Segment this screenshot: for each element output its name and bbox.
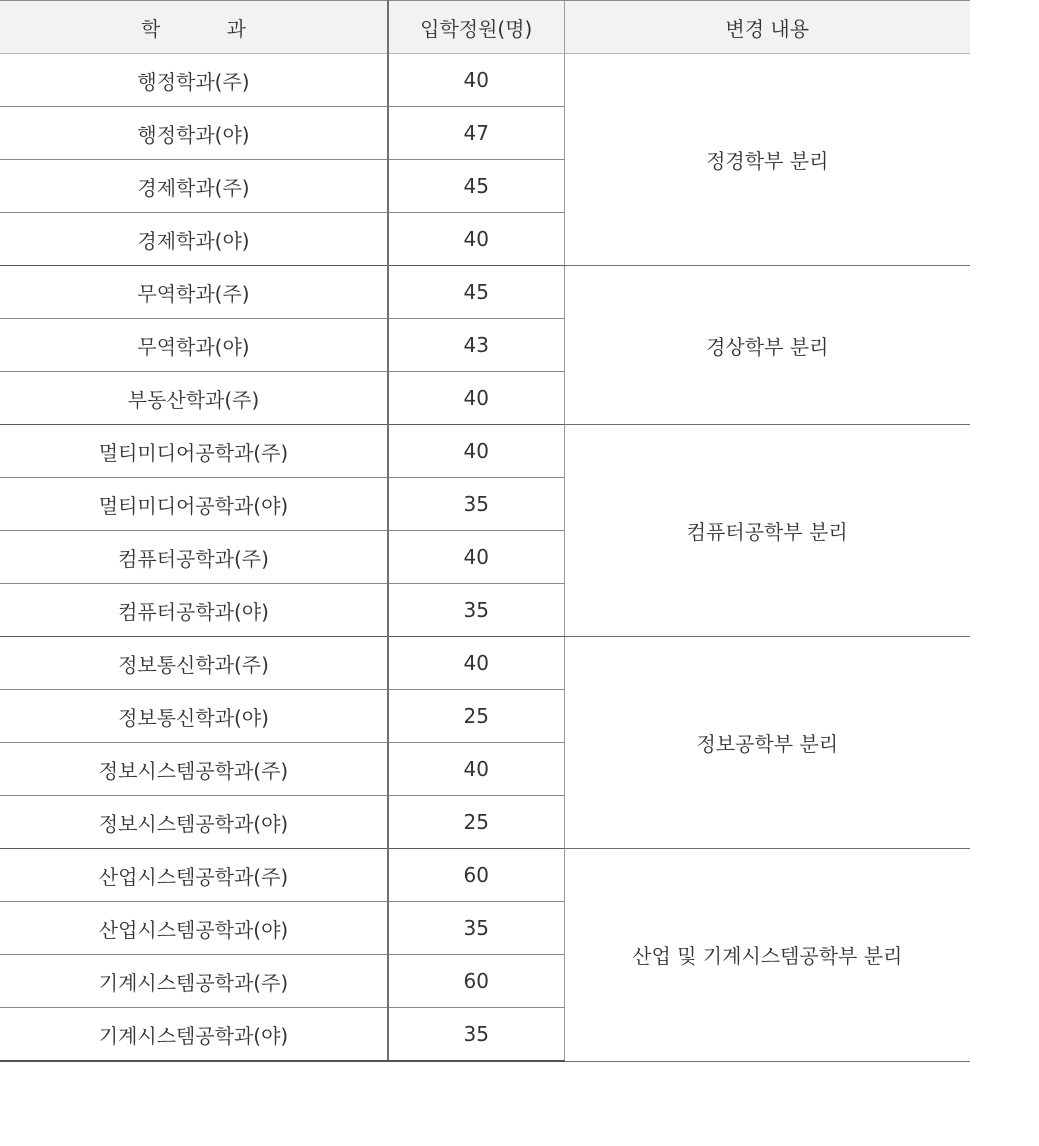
department-cell: 행정학과(야)	[0, 107, 388, 160]
department-cell: 산업시스템공학과(주)	[0, 849, 388, 902]
column-header-quota: 입학정원(명)	[388, 1, 564, 54]
department-cell: 정보시스템공학과(주)	[0, 743, 388, 796]
change-cell: 산업 및 기계시스템공학부 분리	[564, 849, 970, 1062]
department-cell: 정보통신학과(야)	[0, 690, 388, 743]
table-row	[0, 849, 970, 902]
quota-cell: 25	[388, 690, 564, 743]
quota-cell: 40	[388, 213, 564, 266]
department-cell: 무역학과(야)	[0, 319, 388, 372]
quota-cell: 35	[388, 478, 564, 531]
department-cell: 산업시스템공학과(야)	[0, 902, 388, 955]
change-cell: 컴퓨터공학부 분리	[564, 425, 970, 637]
quota-cell: 35	[388, 584, 564, 637]
column-header-change: 변경 내용	[564, 1, 970, 54]
department-cell: 멀티미디어공학과(야)	[0, 478, 388, 531]
department-cell: 경제학과(주)	[0, 160, 388, 213]
quota-cell: 40	[388, 425, 564, 478]
quota-cell: 40	[388, 372, 564, 425]
quota-cell: 45	[388, 266, 564, 319]
quota-cell: 40	[388, 637, 564, 690]
table-row	[0, 425, 970, 478]
change-cell: 정보공학부 분리	[564, 637, 970, 849]
department-cell: 정보통신학과(주)	[0, 637, 388, 690]
quota-cell: 60	[388, 849, 564, 902]
column-header-department: 학 과	[0, 1, 388, 54]
department-cell: 부동산학과(주)	[0, 372, 388, 425]
department-cell: 경제학과(야)	[0, 213, 388, 266]
quota-cell: 43	[388, 319, 564, 372]
quota-cell: 40	[388, 54, 564, 107]
department-cell: 정보시스템공학과(야)	[0, 796, 388, 849]
department-cell: 무역학과(주)	[0, 266, 388, 319]
department-cell: 기계시스템공학과(주)	[0, 955, 388, 1008]
table-row	[0, 54, 970, 107]
department-cell: 기계시스템공학과(야)	[0, 1008, 388, 1062]
quota-cell: 40	[388, 531, 564, 584]
quota-cell: 47	[388, 107, 564, 160]
department-cell: 컴퓨터공학과(주)	[0, 531, 388, 584]
quota-cell: 45	[388, 160, 564, 213]
change-cell: 정경학부 분리	[564, 54, 970, 266]
quota-cell: 35	[388, 902, 564, 955]
department-cell: 컴퓨터공학과(야)	[0, 584, 388, 637]
quota-cell: 35	[388, 1008, 564, 1062]
department-cell: 행정학과(주)	[0, 54, 388, 107]
department-cell: 멀티미디어공학과(주)	[0, 425, 388, 478]
quota-cell: 40	[388, 743, 564, 796]
quota-cell: 60	[388, 955, 564, 1008]
table-row	[0, 637, 970, 690]
quota-cell: 25	[388, 796, 564, 849]
table-header-row	[0, 1, 970, 54]
table-row	[0, 266, 970, 319]
change-cell: 경상학부 분리	[564, 266, 970, 425]
